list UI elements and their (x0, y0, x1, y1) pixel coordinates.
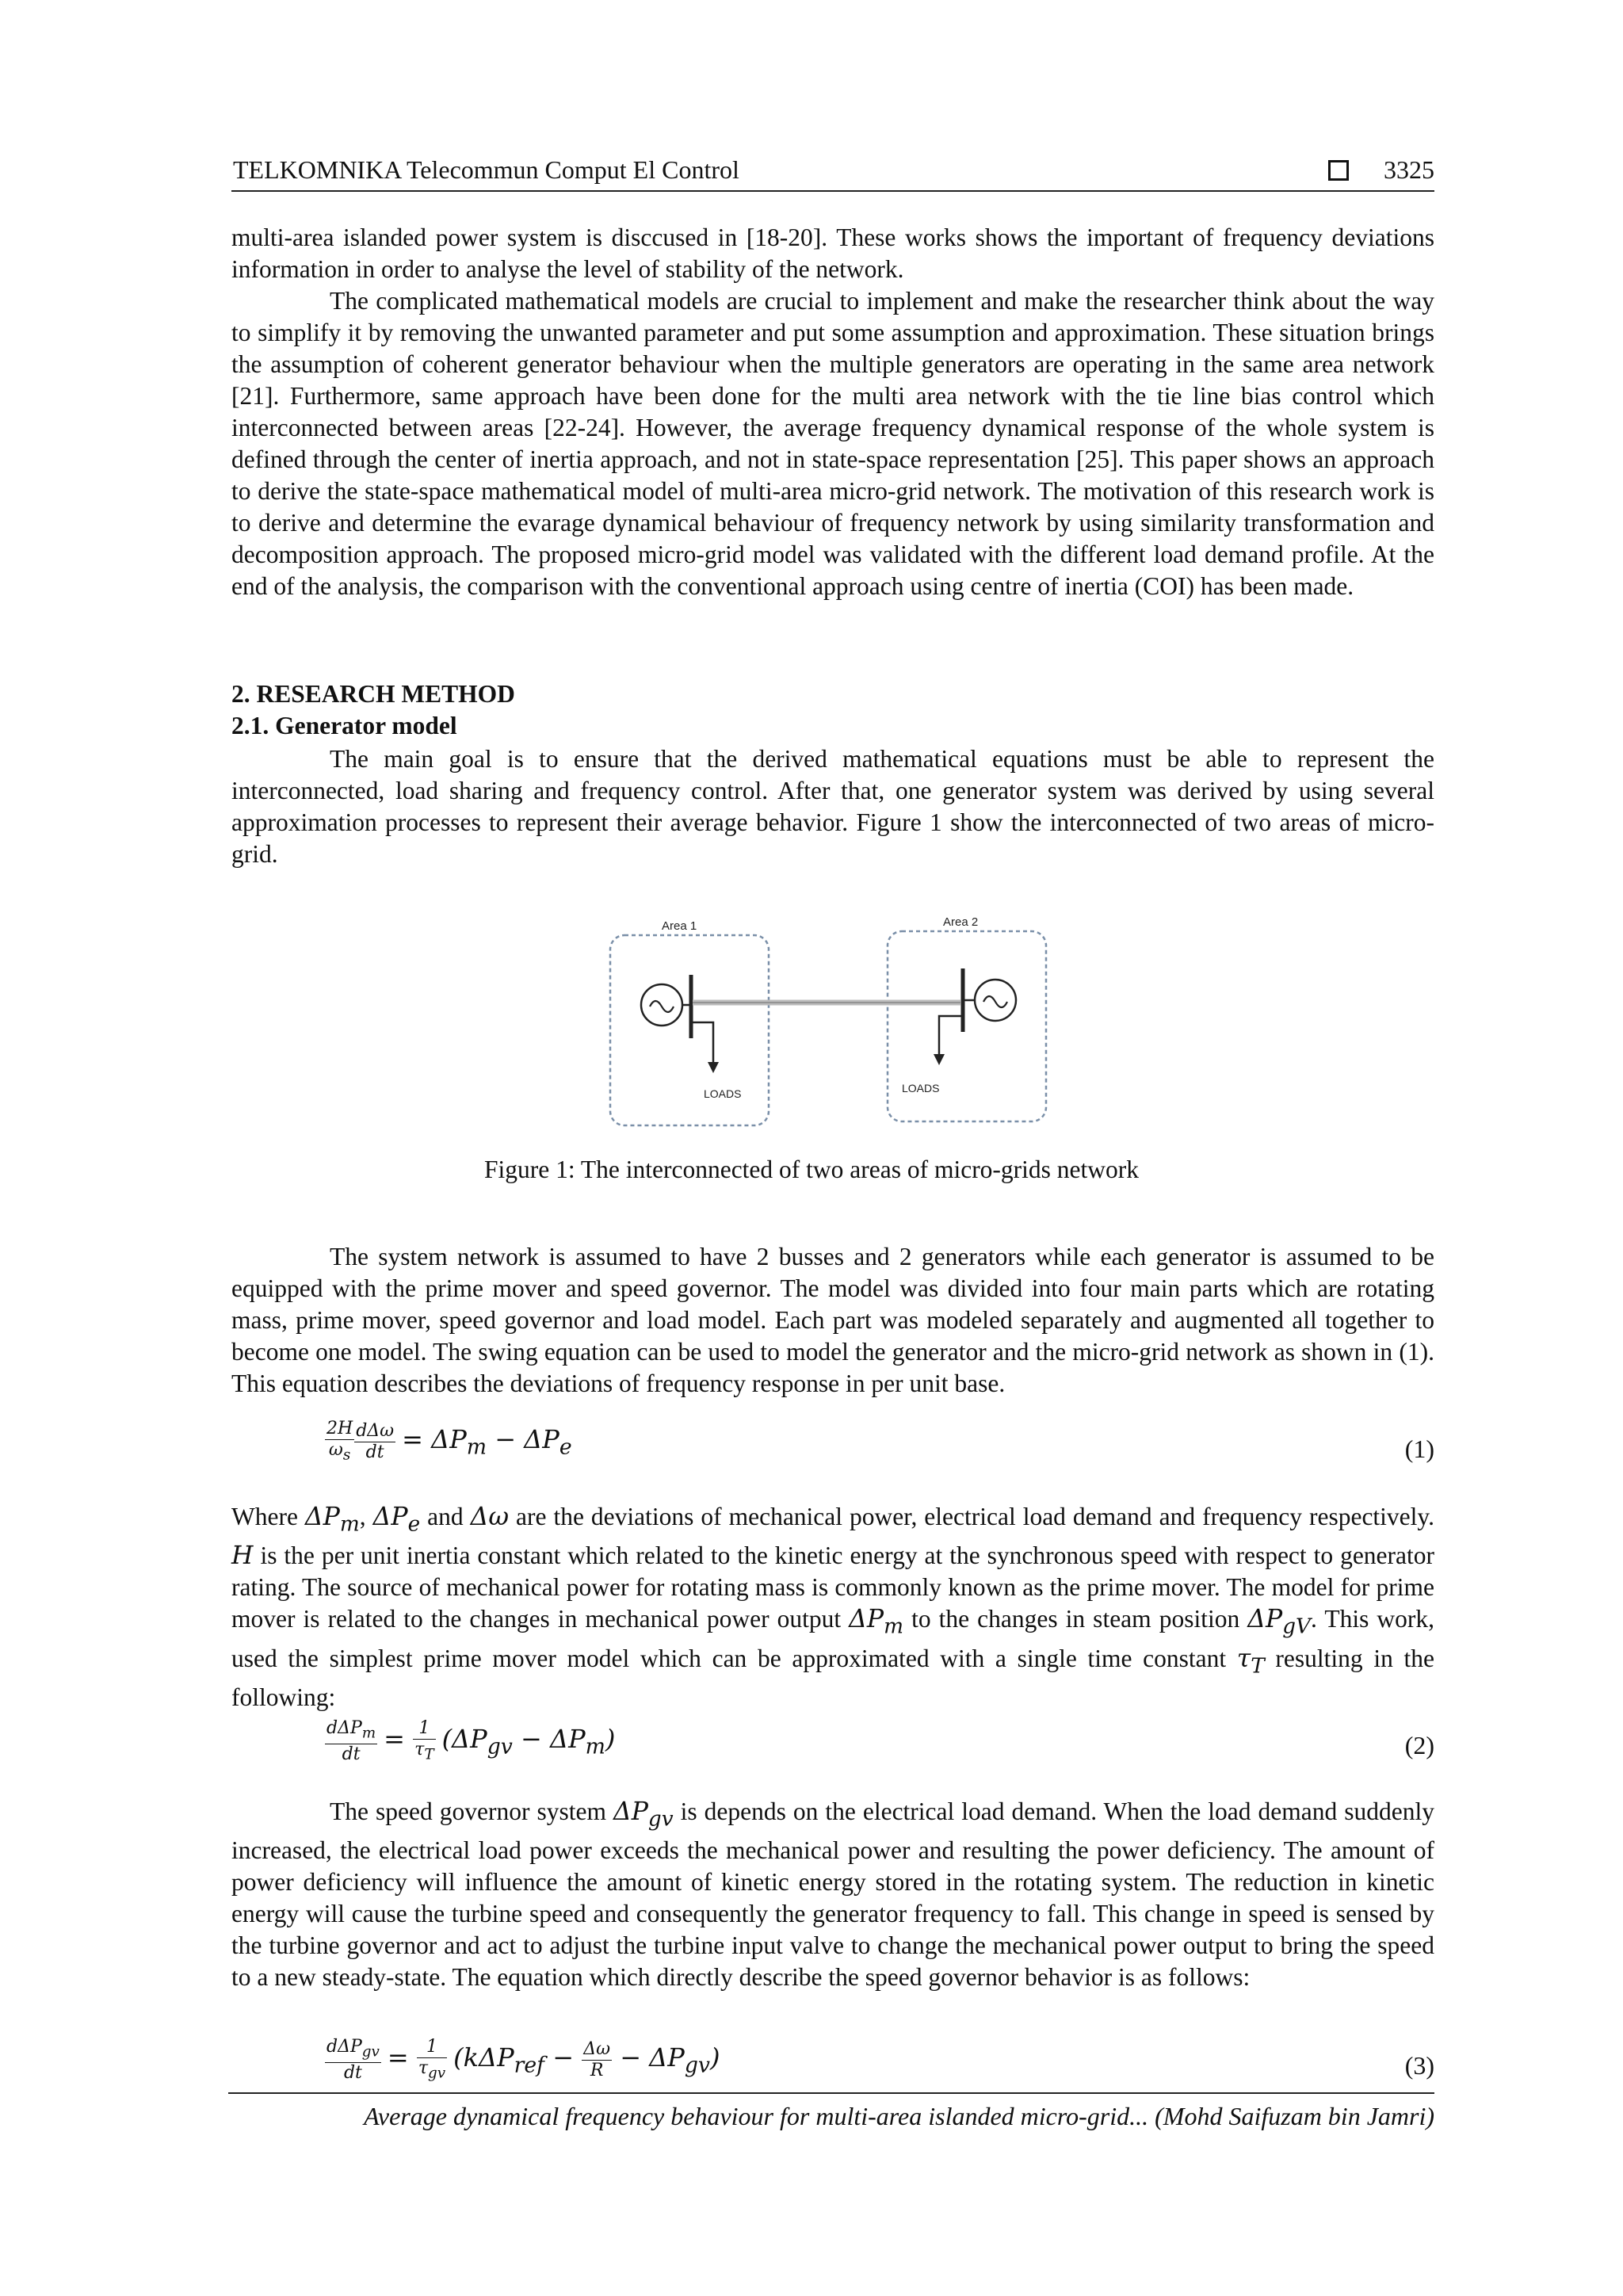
load-1-arrow-icon (708, 1062, 719, 1073)
section-heading: 2. RESEARCH METHOD (231, 680, 515, 708)
equation-2-number: (2) (1404, 1731, 1434, 1759)
figure-caption: Figure 1: The interconnected of two areas of micro-grids network (483, 1156, 1140, 1183)
paragraph-intro-end: multi-area islanded power system is disccused in [18-20]. These works shows the important of frequency deviations information in order to analyse the level of stability of the network. (231, 223, 1434, 283)
running-footer: Average dynamical frequency behaviour for multi-area islanded micro-grid... (Mohd Saifuzam bin Jamri) (228, 2092, 1434, 2131)
paragraph-system-network: The system network is assumed to have 2 busses and 2 generators while each generator is assumed to be equipped with the prime mover and speed governor. The model was divided into four main parts which are rotating mass, prime mover, speed governor and load model. Each part was modeled separately and augmented all together to become one model. The swing equation can be used to model the generator and the micro-grid network as shown in (1). This equation describes the deviations of frequency response in per unit base. (231, 1243, 1434, 1397)
paragraph-motivation: The complicated mathematical models are crucial to implement and make the researcher think about the way to simplify it by removing the unwanted parameter and put some assumption and approximation. These situation brings the assumption of coherent generator behaviour when the multiple generators are operating in the same area network [21]. Furthermore, same approach have been done for the multi area network with the tie line bias control which interconnected between areas [22-24]. However, the average frequency dynamical response of the whole system is defined through the center of inertia approach, and not in state-space representation [25]. This paper shows an approach to derive the state-space mathematical model of multi-area micro-grid network. The motivation of this research work is to derive and determine the evarage dynamical behaviour of frequency network by using similarity transformation and decomposition approach. The proposed micro-grid model was validated with the different load demand profile. At the end of the analysis, the comparison with the conventional approach using centre of inertia (COI) has been made. (231, 287, 1434, 600)
equation-1: $\frac{2H}{\omega_s}$ $\frac{\text{dΔω}}{dt}$ = $\Delta P_m - \Delta P_e$ (327, 1419, 572, 1464)
paragraph-generator-model: The main goal is to ensure that the derived mathematical equations must be able to represent the interconnected, load sharing and frequency control. After that, one generator system was derived by using several approximation processes to represent their average behavior. Figure 1 show the interconnected of two areas of micro-grid. (231, 745, 1434, 868)
load-2-arrow-icon (934, 1054, 945, 1065)
area-1-label: Area 1 (662, 919, 697, 933)
paragraph-speed-governor: The speed governor system $\Delta P_{gv}$ is depends on the electrical load demand. When the load demand suddenly increased, the electrical load power exceeds the mechanical power and resulting the power deficiency. The amount of power deficiency will influence the amount of kinetic energy stored in the rotating system. The reduction in kinetic energy will cause the turbine speed and consequently the generator frequency to fall. This change in speed is sensed by the turbine governor and act to adjust the turbine input valve to change the mechanical power output to bring the speed to a new steady-state. The equation which directly describe the speed governor behavior is as follows: (231, 1797, 1434, 1992)
square-bullet-icon (1328, 160, 1349, 181)
equation-2: $\frac{d\Delta P_m}{dt}$ = $\frac{1}{\tau_T}$ $(\Delta P_{gv} - \Delta P_m)$ (327, 1718, 616, 1765)
two-area-microgrid-figure (602, 904, 1062, 1133)
running-header (231, 155, 1434, 192)
equation-3: $\frac{d\Delta P_{gv}}{dt}$ = $\frac{1}{\tau_{gv}}$ (kΔP$_{ref}$ − $\frac{\Delta\omega}{R}$ − $\Delta P_{gv}$) (327, 2037, 720, 2084)
equation-3-number: (3) (1404, 2051, 1434, 2080)
paragraph-swing-definitions: Where $\Delta P_m$, $\Delta P_e$ and Δω are the deviations of mechanical power, electrical load demand and frequency respectively. H is the per unit inertia constant which related to the kinetic energy at the synchronous speed with respect to generator rating. The source of mechanical power for rotating mass is commonly known as the prime mover. The model for prime mover is related to the changes in mechanical power output $\Delta P_m$ to the changes in steam position $\Delta P_{gV}$. This work, used the simplest prime mover model which can be approximated with a single time constant $\tau_T$ resulting in the following: (231, 1503, 1434, 1711)
load-1-label: LOADS (704, 1087, 742, 1100)
subsection-heading: 2.1. Generator model (231, 712, 457, 739)
equation-1-number: (1) (1404, 1435, 1434, 1463)
load-2-label: LOADS (902, 1082, 940, 1095)
page-number: 3325 (1384, 155, 1434, 184)
journal-name: TELKOMNIKA Telecommun Comput El Control (233, 155, 739, 184)
area-2-label: Area 2 (943, 915, 979, 929)
